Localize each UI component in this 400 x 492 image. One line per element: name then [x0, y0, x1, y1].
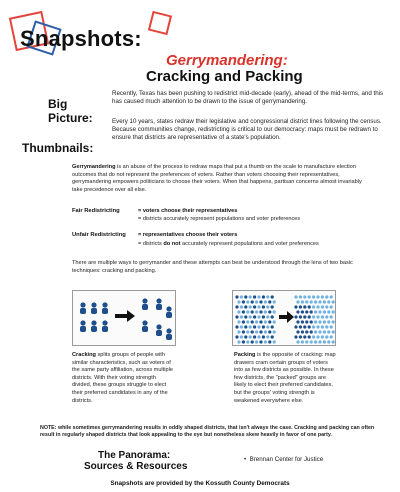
voter-figure	[253, 295, 256, 298]
voter-figure	[266, 315, 269, 318]
voter-figure	[246, 320, 249, 323]
voter-figure	[259, 300, 262, 303]
voter-figure	[314, 300, 317, 303]
voter-figure	[244, 335, 247, 338]
voter-figure	[255, 340, 258, 343]
voter-figure	[237, 330, 240, 333]
voter-figure	[332, 330, 335, 333]
voter-figure	[253, 335, 256, 338]
voter-figure	[303, 335, 306, 338]
voter-figure	[259, 330, 262, 333]
voter-figure	[305, 320, 308, 323]
voter-figure	[251, 320, 254, 323]
voter-figure	[301, 320, 304, 323]
voter-figure	[299, 305, 302, 308]
voter-figure	[240, 315, 243, 318]
techniques-intro: There are multiple ways to gerrymander and these attempts can best be understood through the lens of two basic techniques: cracking and packing.	[72, 260, 353, 274]
unfair-redistricting-line-2	[138, 241, 319, 247]
voter-figure	[235, 305, 238, 308]
voter-figure	[325, 315, 328, 318]
voter-figure	[244, 295, 247, 298]
voter-figure	[312, 335, 315, 338]
voter-figure	[262, 305, 265, 308]
voter-figure	[332, 300, 335, 303]
voter-figure	[332, 310, 335, 313]
voter-figure	[301, 310, 304, 313]
voter-figure	[310, 320, 313, 323]
panorama-heading-line2: Sources & Resources	[84, 461, 188, 472]
voter-figure	[325, 295, 328, 298]
voter-figure	[257, 325, 260, 328]
cracking-after-group	[142, 298, 172, 340]
voter-figure	[308, 305, 311, 308]
voter-figure	[235, 295, 238, 298]
voter-figure	[314, 330, 317, 333]
voter-figure	[244, 315, 247, 318]
voter-figure	[257, 295, 260, 298]
voter-figure	[249, 335, 252, 338]
voter-figure	[251, 300, 254, 303]
cracking-arrow	[115, 310, 135, 322]
voter-figure	[259, 340, 262, 343]
gerrymandering-term: Gerrymandering	[72, 164, 116, 170]
voter-figure	[294, 325, 297, 328]
unfair-line-1-text: = representatives choose their voters	[138, 232, 238, 238]
voter-figure	[323, 310, 326, 313]
voter-figure	[325, 335, 328, 338]
voter-figure	[253, 305, 256, 308]
unfair-redistricting-label: Unfair Redistricting	[72, 232, 126, 238]
voter-figure	[255, 300, 258, 303]
voter-figure	[255, 330, 258, 333]
voter-figure	[266, 295, 269, 298]
voter-figure	[299, 295, 302, 298]
voter-figure	[264, 310, 267, 313]
voter-figure	[321, 295, 324, 298]
unfair-line-2-post: accurately represent populations and voter preferences	[180, 241, 319, 247]
source-list-item: • Brennan Center for Justice	[244, 456, 324, 463]
voter-figure	[303, 295, 306, 298]
voter-figure	[271, 325, 274, 328]
voter-figure	[249, 305, 252, 308]
cracking-text: splits groups of people with similar characteristics, such as voters of the same party affiliation, across multiple districts. With their voting strength divided, these groups struggle to elect their preferred candidates in any of the districts.	[72, 352, 173, 404]
voter-figure	[249, 315, 252, 318]
packing-diagram	[233, 291, 337, 347]
voter-figure	[318, 330, 321, 333]
voter-figure	[294, 335, 297, 338]
voter-figure	[240, 295, 243, 298]
voter-figure	[305, 340, 308, 343]
voter-figure	[262, 335, 265, 338]
voter-figure	[308, 315, 311, 318]
voter-figure	[255, 320, 258, 323]
voter-figure	[323, 340, 326, 343]
voter-figure	[321, 325, 324, 328]
voter-figure	[262, 315, 265, 318]
voter-figure	[240, 325, 243, 328]
voter-figure	[318, 320, 321, 323]
voter-figure	[237, 310, 240, 313]
packing-after-crowd	[294, 295, 334, 343]
voter-figure	[310, 310, 313, 313]
fair-redistricting-label: Fair Redistricting	[72, 208, 120, 214]
voter-figure	[240, 335, 243, 338]
voter-figure	[301, 330, 304, 333]
voter-figure	[264, 330, 267, 333]
page-title-subtopic: Cracking and Packing	[146, 68, 303, 85]
voter-figure	[296, 310, 299, 313]
cracking-before-group	[80, 302, 108, 332]
voter-figure	[327, 310, 330, 313]
voter-figure	[301, 300, 304, 303]
voter-figure	[268, 330, 271, 333]
voter-figure	[271, 315, 274, 318]
unfair-line-2-bold: do not	[163, 241, 181, 247]
voter-figure	[262, 295, 265, 298]
fair-redistricting-line-1	[138, 208, 237, 214]
voter-figure	[299, 325, 302, 328]
packing-arrow	[279, 311, 294, 323]
voter-figure	[332, 320, 335, 323]
decorative-square-small	[148, 11, 172, 35]
voter-figure	[316, 325, 319, 328]
source-brennan-center: Brennan Center for Justice	[249, 456, 324, 463]
voter-figure	[303, 305, 306, 308]
voter-figure	[308, 335, 311, 338]
voter-figure	[303, 325, 306, 328]
note-text: NOTE: while sometimes gerrymandering results in oddly shaped districts, that isn't always the case. Cracking and packing can often result in regularly shaped districts that look appealing to the eye but nonetheless skew heavily in favor of one party.	[40, 425, 375, 439]
voter-figure	[316, 305, 319, 308]
voter-figure	[257, 305, 260, 308]
voter-figure	[312, 305, 315, 308]
voter-figure	[321, 305, 324, 308]
voter-figure	[240, 305, 243, 308]
voter-figure	[268, 300, 271, 303]
voter-figure	[323, 320, 326, 323]
voter-figure	[249, 325, 252, 328]
voter-figure	[273, 310, 276, 313]
cracking-description	[72, 352, 174, 405]
voter-figure	[235, 325, 238, 328]
packing-illustration	[232, 290, 336, 346]
voter-figure	[327, 320, 330, 323]
voter-figure	[271, 335, 274, 338]
voter-figure	[246, 340, 249, 343]
voter-figure	[242, 300, 245, 303]
voter-figure	[312, 315, 315, 318]
voter-figure	[299, 335, 302, 338]
voter-figure	[273, 330, 276, 333]
voter-figure	[264, 340, 267, 343]
voter-figure	[259, 320, 262, 323]
voter-figure	[305, 310, 308, 313]
fair-redistricting-line-2: = districts accurately represent populations and voter preferences	[138, 216, 301, 222]
voter-figure	[253, 325, 256, 328]
footer-credit	[0, 480, 400, 487]
voter-figure	[257, 315, 260, 318]
voter-figure	[296, 320, 299, 323]
voter-figure	[308, 325, 311, 328]
voter-figure	[323, 330, 326, 333]
voter-figure	[242, 320, 245, 323]
voter-figure	[266, 335, 269, 338]
voter-figure	[310, 340, 313, 343]
voter-figure	[262, 325, 265, 328]
voter-figure	[251, 340, 254, 343]
voter-figure	[296, 300, 299, 303]
big-picture-paragraph-1: Recently, Texas has been pushing to redistrict mid-decade (early), ahead of the mid-terms, and this has caused much attention to be drawn to the issue of gerrymandering.	[112, 90, 384, 105]
gerrymandering-text: is an abuse of the process to redraw maps that put a thumb on the scale to manufacture election outcomes that do not represent the preferences of voters. Rather than voters choosing their representatives, gerrymandering empowers politicians to choose their voters. When that happens, partisan concerns almost invariably take precedence over all else.	[72, 164, 362, 193]
voter-figure	[273, 300, 276, 303]
voter-figure	[264, 320, 267, 323]
voter-figure	[242, 310, 245, 313]
voter-figure	[318, 310, 321, 313]
voter-figure	[305, 330, 308, 333]
voter-figure	[321, 335, 324, 338]
voter-figure	[305, 300, 308, 303]
voter-figure	[296, 340, 299, 343]
voter-figure	[244, 305, 247, 308]
big-picture-heading-line1: Big	[48, 97, 68, 111]
big-picture-paragraph-2: Every 10 years, states redraw their legislative and congressional district lines following the census. Because communities change, redistricting is critical to our democracy: maps must be redrawn to ensure that districts are representative of a state's population.	[112, 118, 382, 141]
unfair-line-2-pre: = districts	[138, 241, 164, 247]
voter-figure	[316, 315, 319, 318]
voter-figure	[237, 300, 240, 303]
voter-figure	[242, 330, 245, 333]
voter-figure	[330, 315, 333, 318]
voter-figure	[323, 300, 326, 303]
voter-figure	[330, 305, 333, 308]
voter-figure	[321, 315, 324, 318]
voter-figure	[268, 320, 271, 323]
voter-figure	[303, 315, 306, 318]
voter-figure	[330, 295, 333, 298]
voter-figure	[325, 325, 328, 328]
voter-figure	[246, 310, 249, 313]
voter-figure	[268, 310, 271, 313]
voter-figure	[237, 340, 240, 343]
voter-figure	[308, 295, 311, 298]
voter-figure	[235, 335, 238, 338]
voter-figure	[310, 330, 313, 333]
gerrymandering-definition	[72, 164, 370, 194]
voter-figure	[312, 325, 315, 328]
voter-figure	[327, 300, 330, 303]
voter-figure	[332, 340, 335, 343]
voter-figure	[312, 295, 315, 298]
voter-figure	[327, 340, 330, 343]
thumbnails-heading: Thumbnails:	[22, 141, 94, 155]
voter-figure	[327, 330, 330, 333]
voter-figure	[316, 295, 319, 298]
voter-figure	[266, 325, 269, 328]
voter-figure	[251, 310, 254, 313]
voter-figure	[235, 315, 238, 318]
unfair-redistricting-line-1	[138, 232, 237, 238]
voter-figure	[330, 335, 333, 338]
voter-figure	[294, 295, 297, 298]
voter-figure	[246, 330, 249, 333]
voter-figure	[325, 305, 328, 308]
fair-line-1-text: = voters choose their representatives	[138, 208, 238, 214]
voter-figure	[273, 320, 276, 323]
cracking-term: Cracking	[72, 352, 96, 358]
voter-figure	[249, 295, 252, 298]
voter-figure	[314, 340, 317, 343]
voter-figure	[259, 310, 262, 313]
voter-figure	[314, 320, 317, 323]
voter-figure	[264, 300, 267, 303]
voter-figure	[310, 300, 313, 303]
voter-figure	[242, 340, 245, 343]
voter-figure	[301, 340, 304, 343]
panorama-heading-line1: The Panorama:	[98, 450, 171, 461]
voter-figure	[237, 320, 240, 323]
cracking-illustration	[72, 290, 176, 346]
brand-title: Snapshots:	[20, 26, 142, 51]
big-picture-heading	[48, 97, 93, 125]
packing-before-crowd	[235, 295, 275, 343]
voter-figure	[294, 305, 297, 308]
voter-figure	[255, 310, 258, 313]
voter-figure	[296, 330, 299, 333]
packing-term: Packing	[234, 352, 256, 358]
voter-figure	[271, 305, 274, 308]
voter-figure	[273, 340, 276, 343]
voter-figure	[314, 310, 317, 313]
voter-figure	[251, 330, 254, 333]
voter-figure	[316, 335, 319, 338]
voter-figure	[246, 300, 249, 303]
voter-figure	[266, 305, 269, 308]
voter-figure	[253, 315, 256, 318]
big-picture-heading-line2: Picture:	[48, 111, 93, 125]
voter-figure	[330, 325, 333, 328]
voter-figure	[299, 315, 302, 318]
voter-figure	[294, 315, 297, 318]
packing-text: is the opposite of cracking: map drawers cram certain groups of voters into as few districts as possible. In these few districts, the "packed" groups are likely to elect their preferred candidates, but the groups' voting strength is weakened everywhere else.	[234, 352, 336, 404]
voter-figure	[271, 295, 274, 298]
voter-figure	[318, 300, 321, 303]
page-title-topic: Gerrymandering:	[166, 52, 288, 69]
voter-figure	[257, 335, 260, 338]
voter-figure	[318, 340, 321, 343]
packing-description	[234, 352, 336, 405]
cracking-diagram	[73, 291, 177, 347]
footer-text: Snapshots are provided by the Kossuth County Democrats	[110, 480, 290, 487]
voter-figure	[244, 325, 247, 328]
voter-figure	[268, 340, 271, 343]
